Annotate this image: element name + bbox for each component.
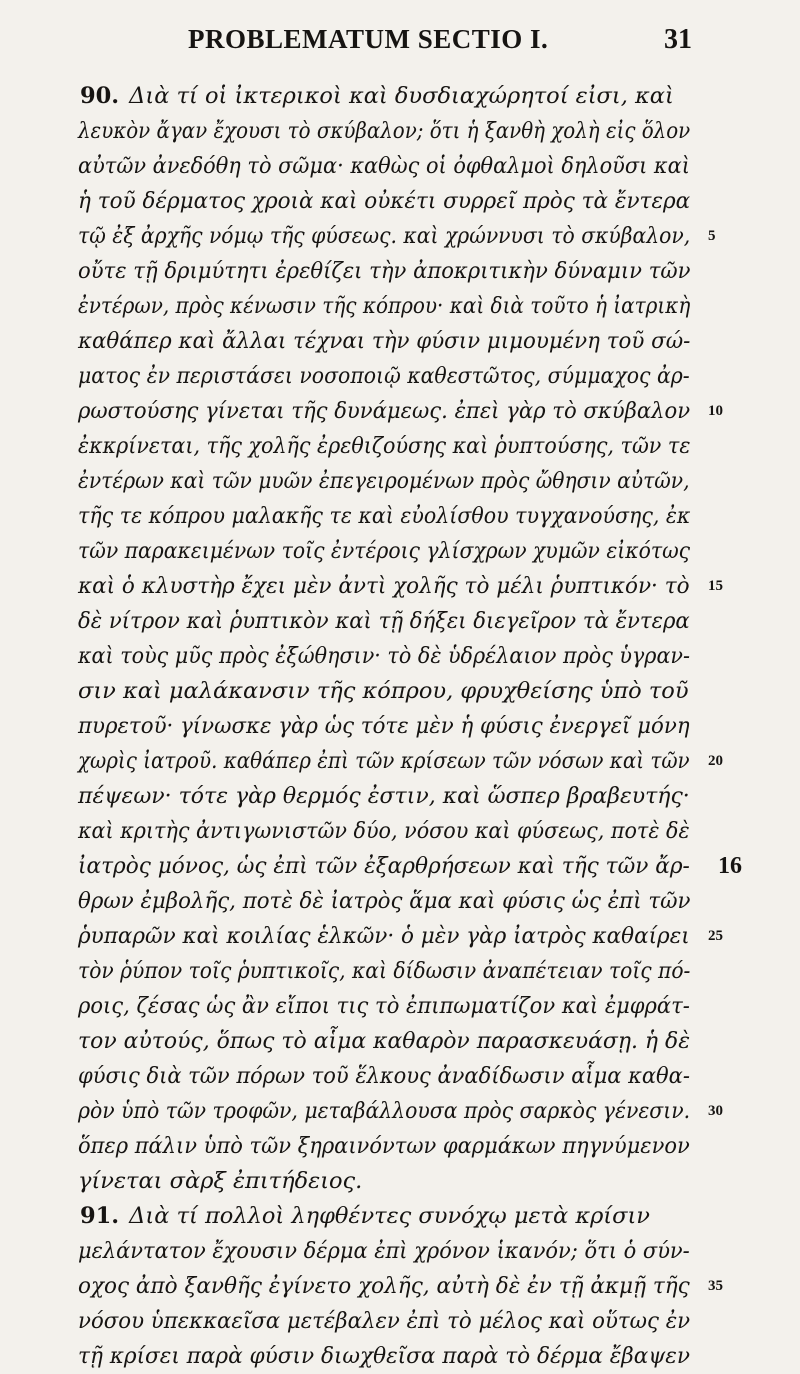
page-header xyxy=(0,18,800,62)
text-line: τῶν παρακειμένων τοῖς ἐντέροις γλίσχρων χυμῶν εἰκότως xyxy=(78,538,691,564)
text-line: ἐντέρων καὶ τῶν μυῶν ἐπεγειρομένων πρὸς ὤθησιν αὐτῶν, xyxy=(78,468,690,494)
text-line: αὐτῶν ἀνεδόθη τὸ σῶμα· καθὼς οἱ ὀφθαλμοὶ δηλοῦσι καὶ xyxy=(78,153,690,179)
text-line: τῷ ἐξ ἀρχῆς νόμῳ τῆς φύσεως. καὶ χρώννυσι τὸ σκύβαλον, xyxy=(78,223,691,249)
section-number: 90. xyxy=(80,83,120,109)
line-number: 25 xyxy=(708,928,723,944)
line-text: Διὰ τί πολλοὶ ληφθέντες συνόχῳ μετὰ κρίσιν xyxy=(129,1203,650,1229)
text-line: σιν καὶ μαλάκανσιν τῆς κόπρου, φρυχθείσης ὑπὸ τοῦ xyxy=(78,678,689,704)
margin-page-number: 16 xyxy=(718,853,742,879)
text-line: ρωστούσης γίνεται τῆς δυνάμεως. ἐπεὶ γὰρ τὸ σκύβαλον xyxy=(78,398,691,424)
text-line: ἐντέρων, πρὸς κένωσιν τῆς κόπρου· καὶ διὰ τοῦτο ἡ ἰατρικὴ xyxy=(78,293,691,319)
text-line: νόσου ὑπεκκαεῖσα μετέβαλεν ἐπὶ τὸ μέλος καὶ οὕτως ἐν xyxy=(78,1308,691,1334)
text-line: οχος ἀπὸ ξανθῆς ἐγίνετο χολῆς, αὐτὴ δὲ ἐν τῇ ἀκμῇ τῆς xyxy=(78,1273,690,1299)
line-number: 15 xyxy=(708,578,723,594)
running-head: PROBLEMATUM SECTIO I. xyxy=(188,24,549,54)
text-line: τῇ κρίσει παρὰ φύσιν διωχθεῖσα παρὰ τὸ δέρμα ἔβαψεν xyxy=(78,1343,690,1369)
text-line: ἡ τοῦ δέρματος χροιὰ καὶ οὐκέτι συρρεῖ πρὸς τὰ ἔντερα xyxy=(78,188,691,214)
text-line: οὔτε τῇ δριμύτητι ἐρεθίζει τὴν ἀποκριτικὴν δύναμιν τῶν xyxy=(78,258,691,284)
text-line: ῥυπαρῶν καὶ κοιλίας ἑλκῶν· ὁ μὲν γὰρ ἰατρὸς καθαίρει xyxy=(78,923,690,949)
text-line: δὲ νίτρον καὶ ῥυπτικὸν καὶ τῇ δήξει διεγεῖρον τὰ ἔντερα xyxy=(78,608,690,634)
text-line: θρων ἐμβολῆς, ποτὲ δὲ ἰατρὸς ἅμα καὶ φύσις ὡς ἐπὶ τῶν xyxy=(78,888,691,914)
text-line: καὶ τοὺς μῦς πρὸς ἐξώθησιν· τὸ δὲ ὑδρέλαιον πρὸς ὑγραν- xyxy=(78,643,690,669)
text-line: μελάντατον ἔχουσιν δέρμα ἐπὶ χρόνον ἱκανόν; ὅτι ὁ σύν- xyxy=(78,1238,690,1264)
text-line: φύσις διὰ τῶν πόρων τοῦ ἕλκους ἀναδίδωσιν αἷμα καθα- xyxy=(78,1063,690,1089)
text-line: ρὸν ὑπὸ τῶν τροφῶν, μεταβάλλουσα πρὸς σαρκὸς γένεσιν. xyxy=(78,1098,691,1124)
text-line: καθάπερ καὶ ἄλλαι τέχναι τὴν φύσιν μιμουμένη τοῦ σώ- xyxy=(78,328,691,354)
text-line: πέψεων· τότε γὰρ θερμός ἐστιν, καὶ ὥσπερ βραβευτής· xyxy=(78,783,690,809)
line-number: 20 xyxy=(708,753,723,769)
text-line: τῆς τε κόπρου μαλακῆς τε καὶ εὐολίσθου τυγχανούσης, ἐκ xyxy=(78,503,691,529)
text-line: πυρετοῦ· γίνωσκε γὰρ ὡς τότε μὲν ἡ φύσις ἐνεργεῖ μόνη xyxy=(78,713,690,739)
text-line: τον αὐτούς, ὅπως τὸ αἷμα καθαρὸν παρασκευάσῃ. ἡ δὲ xyxy=(78,1028,690,1054)
section-number: 91. xyxy=(80,1203,120,1229)
text-line: γίνεται σὰρξ ἐπιτήδειος. xyxy=(78,1168,363,1194)
page-number: 31 xyxy=(664,24,692,55)
text-line: ἐκκρίνεται, τῆς χολῆς ἐρεθιζούσης καὶ ῥυπτούσης, τῶν τε xyxy=(78,433,691,459)
text-line: λευκὸν ἄγαν ἔχουσι τὸ σκύβαλον; ὅτι ἡ ξανθὴ χολὴ εἰς ὅλον xyxy=(78,118,691,144)
section-90-first-line xyxy=(80,78,674,114)
line-text: Διὰ τί οἱ ἰκτερικοὶ καὶ δυσδιαχώρητοί εἰσι, καὶ xyxy=(129,83,674,109)
text-line: καὶ κριτὴς ἀντιγωνιστῶν δύο, νόσου καὶ φύσεως, ποτὲ δὲ xyxy=(78,818,690,844)
text-line: ὅπερ πάλιν ὑπὸ τῶν ξηραινόντων φαρμάκων πηγνύμενον xyxy=(78,1133,690,1159)
text-line: ροις, ζέσας ὡς ἂν εἴποι τις τὸ ἐπιπωματίζον καὶ ἐμφράτ- xyxy=(78,993,690,1019)
text-line: χωρὶς ἰατροῦ. καθάπερ ἐπὶ τῶν κρίσεων τῶν νόσων καὶ τῶν xyxy=(78,748,690,774)
text-line: ματος ἐν περιστάσει νοσοποιῷ καθεστῶτος, σύμμαχος ἀρ- xyxy=(78,363,690,389)
line-number: 35 xyxy=(708,1278,723,1294)
text-line: καὶ ὁ κλυστὴρ ἔχει μὲν ἀντὶ χολῆς τὸ μέλι ῥυπτικόν· τὸ xyxy=(78,573,690,599)
line-number: 30 xyxy=(708,1103,723,1119)
section-91-first-line xyxy=(80,1198,650,1234)
text-line: ἰατρὸς μόνος, ὡς ἐπὶ τῶν ἐξαρθρήσεων καὶ τῆς τῶν ἄρ- xyxy=(78,853,690,879)
text-line: τὸν ῥύπον τοῖς ῥυπτικοῖς, καὶ δίδωσιν ἀναπέτειαν τοῖς πό- xyxy=(78,958,691,984)
line-number: 10 xyxy=(708,403,723,419)
line-number: 5 xyxy=(708,228,716,244)
